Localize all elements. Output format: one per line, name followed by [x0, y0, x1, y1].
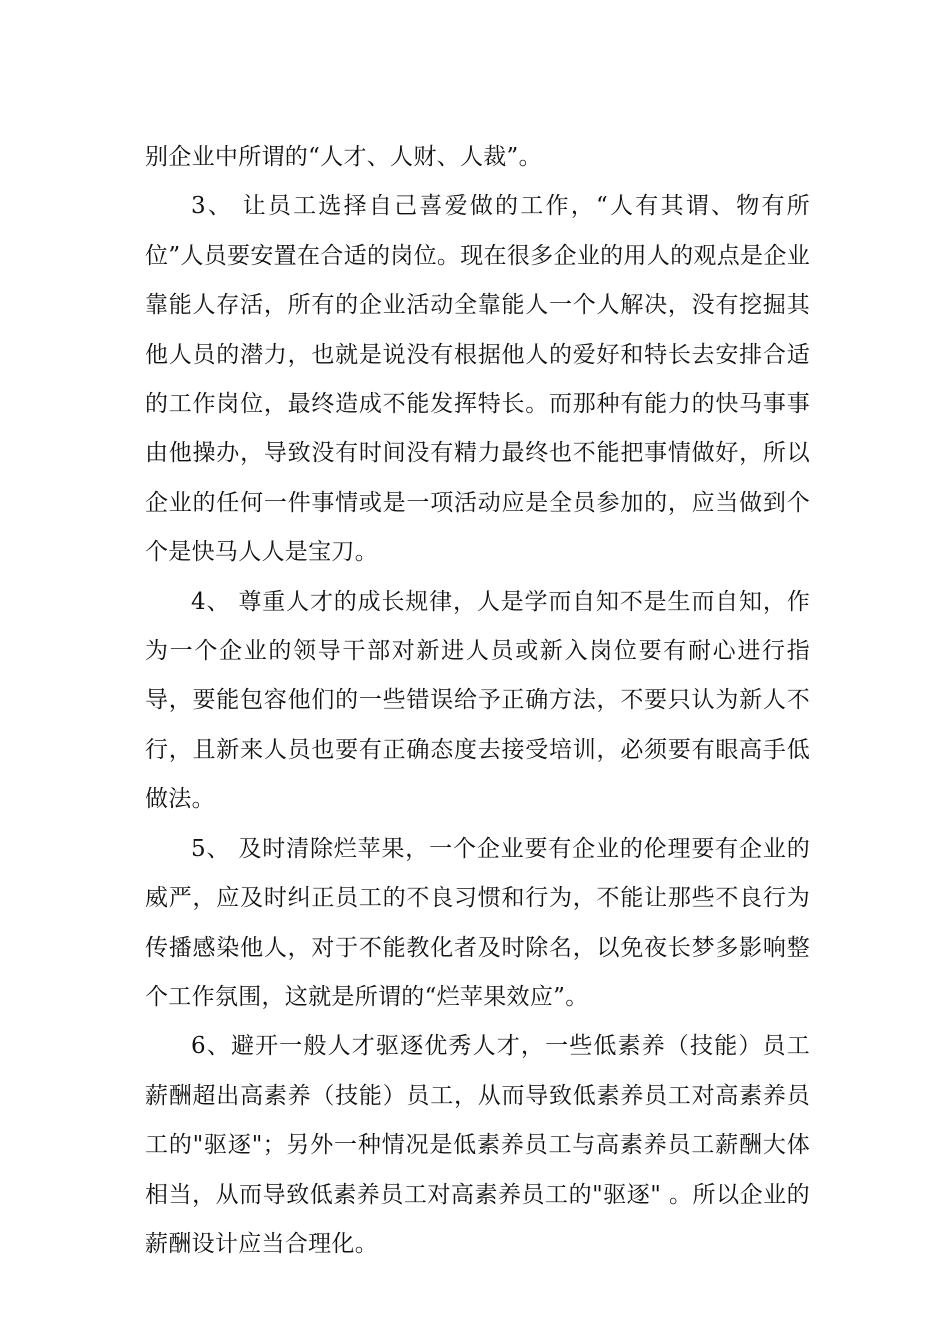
paragraph-item-6: 6、避开一般人才驱逐优秀人才，一些低素养（技能）员工薪酬超出高素养（技能）员工，从而导致低素养员工对高素养员工的"驱逐"；另外一种情况是低素养员工与高素养员工薪酬大体相当，从而导致低素养员工对高素养员工的"驱逐" 。所以企业的薪酬设计应当合理化。: [145, 1033, 810, 1257]
paragraph-item-4: 4、 尊重人才的成长规律，人是学而自知不是生而自知，作为一个企业的领导干部对新进人员或新入岗位要有耐心进行指导，要能包容他们的一些错误给予正确方法，不要只认为新人不行，且新来人员也要有正确态度去接受培训，必须要有眼高手低做法。: [145, 588, 810, 813]
paragraph-item-5: 5、 及时清除烂苹果，一个企业要有企业的伦理要有企业的威严，应及时纠正员工的不良习惯和行为，不能让那些不良行为传播感染他人，对于不能教化者及时除名，以免夜长梦多影响整个工作氛围，这就是所谓的“烂苹果效应”。: [145, 835, 810, 1010]
document-body: [145, 133, 810, 1269]
paragraph-continuation: 别企业中所谓的“人才、人财、人裁”。: [145, 144, 542, 170]
paragraph-item-3: 3、 让员工选择自己喜爱做的工作，“人有其谓、物有所位”人员要安置在合适的岗位。现在很多企业的用人的观点是企业靠能人存活，所有的企业活动全靠能人一个人解决，没有挖掘其他人员的潜力，也就是说没有根据他人的爱好和特长去安排合适的工作岗位，最终造成不能发挥特长。而那种有能力的快马事事由他操办，导致没有时间没有精力最终也不能把事情做好，所以企业的任何一件事情或是一项活动应是全员参加的，应当做到个个是快马人人是宝刀。: [145, 193, 810, 566]
